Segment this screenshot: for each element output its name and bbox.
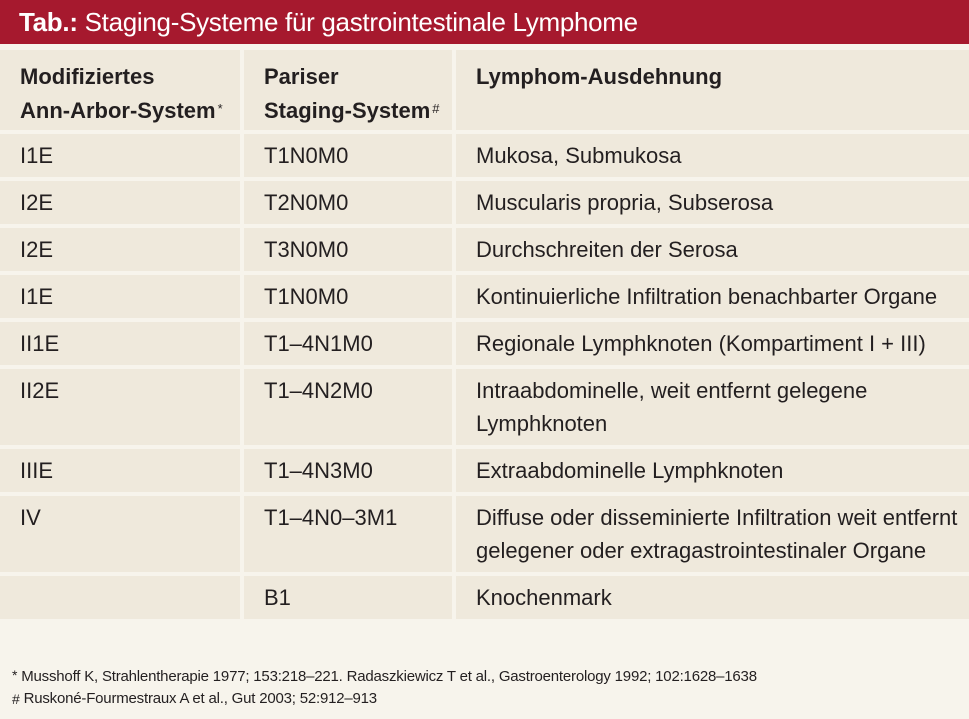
table-row [0, 275, 969, 318]
table-row [0, 181, 969, 224]
cell-ann-arbor: IV [0, 496, 240, 572]
cell-pariser: T1–4N1M0 [240, 322, 452, 365]
cell-ann-arbor: I1E [0, 275, 240, 318]
footnote-1: * Musshoff K, Strahlentherapie 1977; 153:218–221. Radaszkiewicz T et al., Gastroenterology 1992; 102:1628–1638 [12, 667, 757, 685]
cell-pariser: T3N0M0 [240, 228, 452, 271]
cell-ann-arbor: II2E [0, 369, 240, 445]
staging-table-container [0, 46, 969, 623]
table-row [0, 228, 969, 271]
header-pariser: Pariser Staging-System # [240, 50, 452, 130]
cell-ausdehnung: Intraabdominelle, weit entfernt gelegene Lymphknoten [452, 369, 969, 445]
cell-pariser: B1 [240, 576, 452, 619]
table-row [0, 322, 969, 365]
cell-pariser: T1N0M0 [240, 134, 452, 177]
cell-ann-arbor: I2E [0, 181, 240, 224]
cell-ann-arbor: I2E [0, 228, 240, 271]
cell-pariser: T1N0M0 [240, 275, 452, 318]
staging-table [0, 46, 969, 623]
footnotes [12, 666, 757, 710]
table-row [0, 576, 969, 619]
cell-ausdehnung: Extraabdominelle Lymphknoten [452, 449, 969, 492]
cell-ausdehnung: Diffuse oder disseminierte Infiltration weit entfernt gelegener oder extragastrointestinaler Organe [452, 496, 969, 572]
table-header-row [0, 50, 969, 130]
table-title-prefix: Tab.: [19, 6, 78, 37]
cell-ausdehnung: Kontinuierliche Infiltration benachbarter Organe [452, 275, 969, 318]
footnote-2: # Ruskoné-Fourmestraux A et al., Gut 2003; 52:912–913 [12, 690, 377, 707]
table-title [0, 0, 969, 44]
cell-pariser: T1–4N3M0 [240, 449, 452, 492]
footnote-mark: * [217, 101, 223, 116]
table-row [0, 369, 969, 445]
cell-ausdehnung: Muscularis propria, Subserosa [452, 181, 969, 224]
table-row [0, 496, 969, 572]
header-ann-arbor: Modifiziertes Ann-Arbor-System * [0, 50, 240, 130]
footnote-mark: # [432, 101, 440, 116]
cell-ann-arbor: IIIE [0, 449, 240, 492]
table-row [0, 449, 969, 492]
cell-pariser: T2N0M0 [240, 181, 452, 224]
table-row [0, 134, 969, 177]
cell-ann-arbor: I1E [0, 134, 240, 177]
cell-ausdehnung: Regionale Lymphknoten (Kompartiment I + III) [452, 322, 969, 365]
cell-ausdehnung: Mukosa, Submukosa [452, 134, 969, 177]
cell-pariser: T1–4N2M0 [240, 369, 452, 445]
header-ausdehnung: Lymphom-Ausdehnung [452, 50, 969, 130]
cell-ausdehnung: Durchschreiten der Serosa [452, 228, 969, 271]
cell-ann-arbor [0, 576, 240, 619]
cell-ausdehnung: Knochenmark [452, 576, 969, 619]
cell-ann-arbor: II1E [0, 322, 240, 365]
table-title-text: Staging-Systeme für gastrointestinale Lymphome [84, 6, 638, 37]
cell-pariser: T1–4N0–3M1 [240, 496, 452, 572]
